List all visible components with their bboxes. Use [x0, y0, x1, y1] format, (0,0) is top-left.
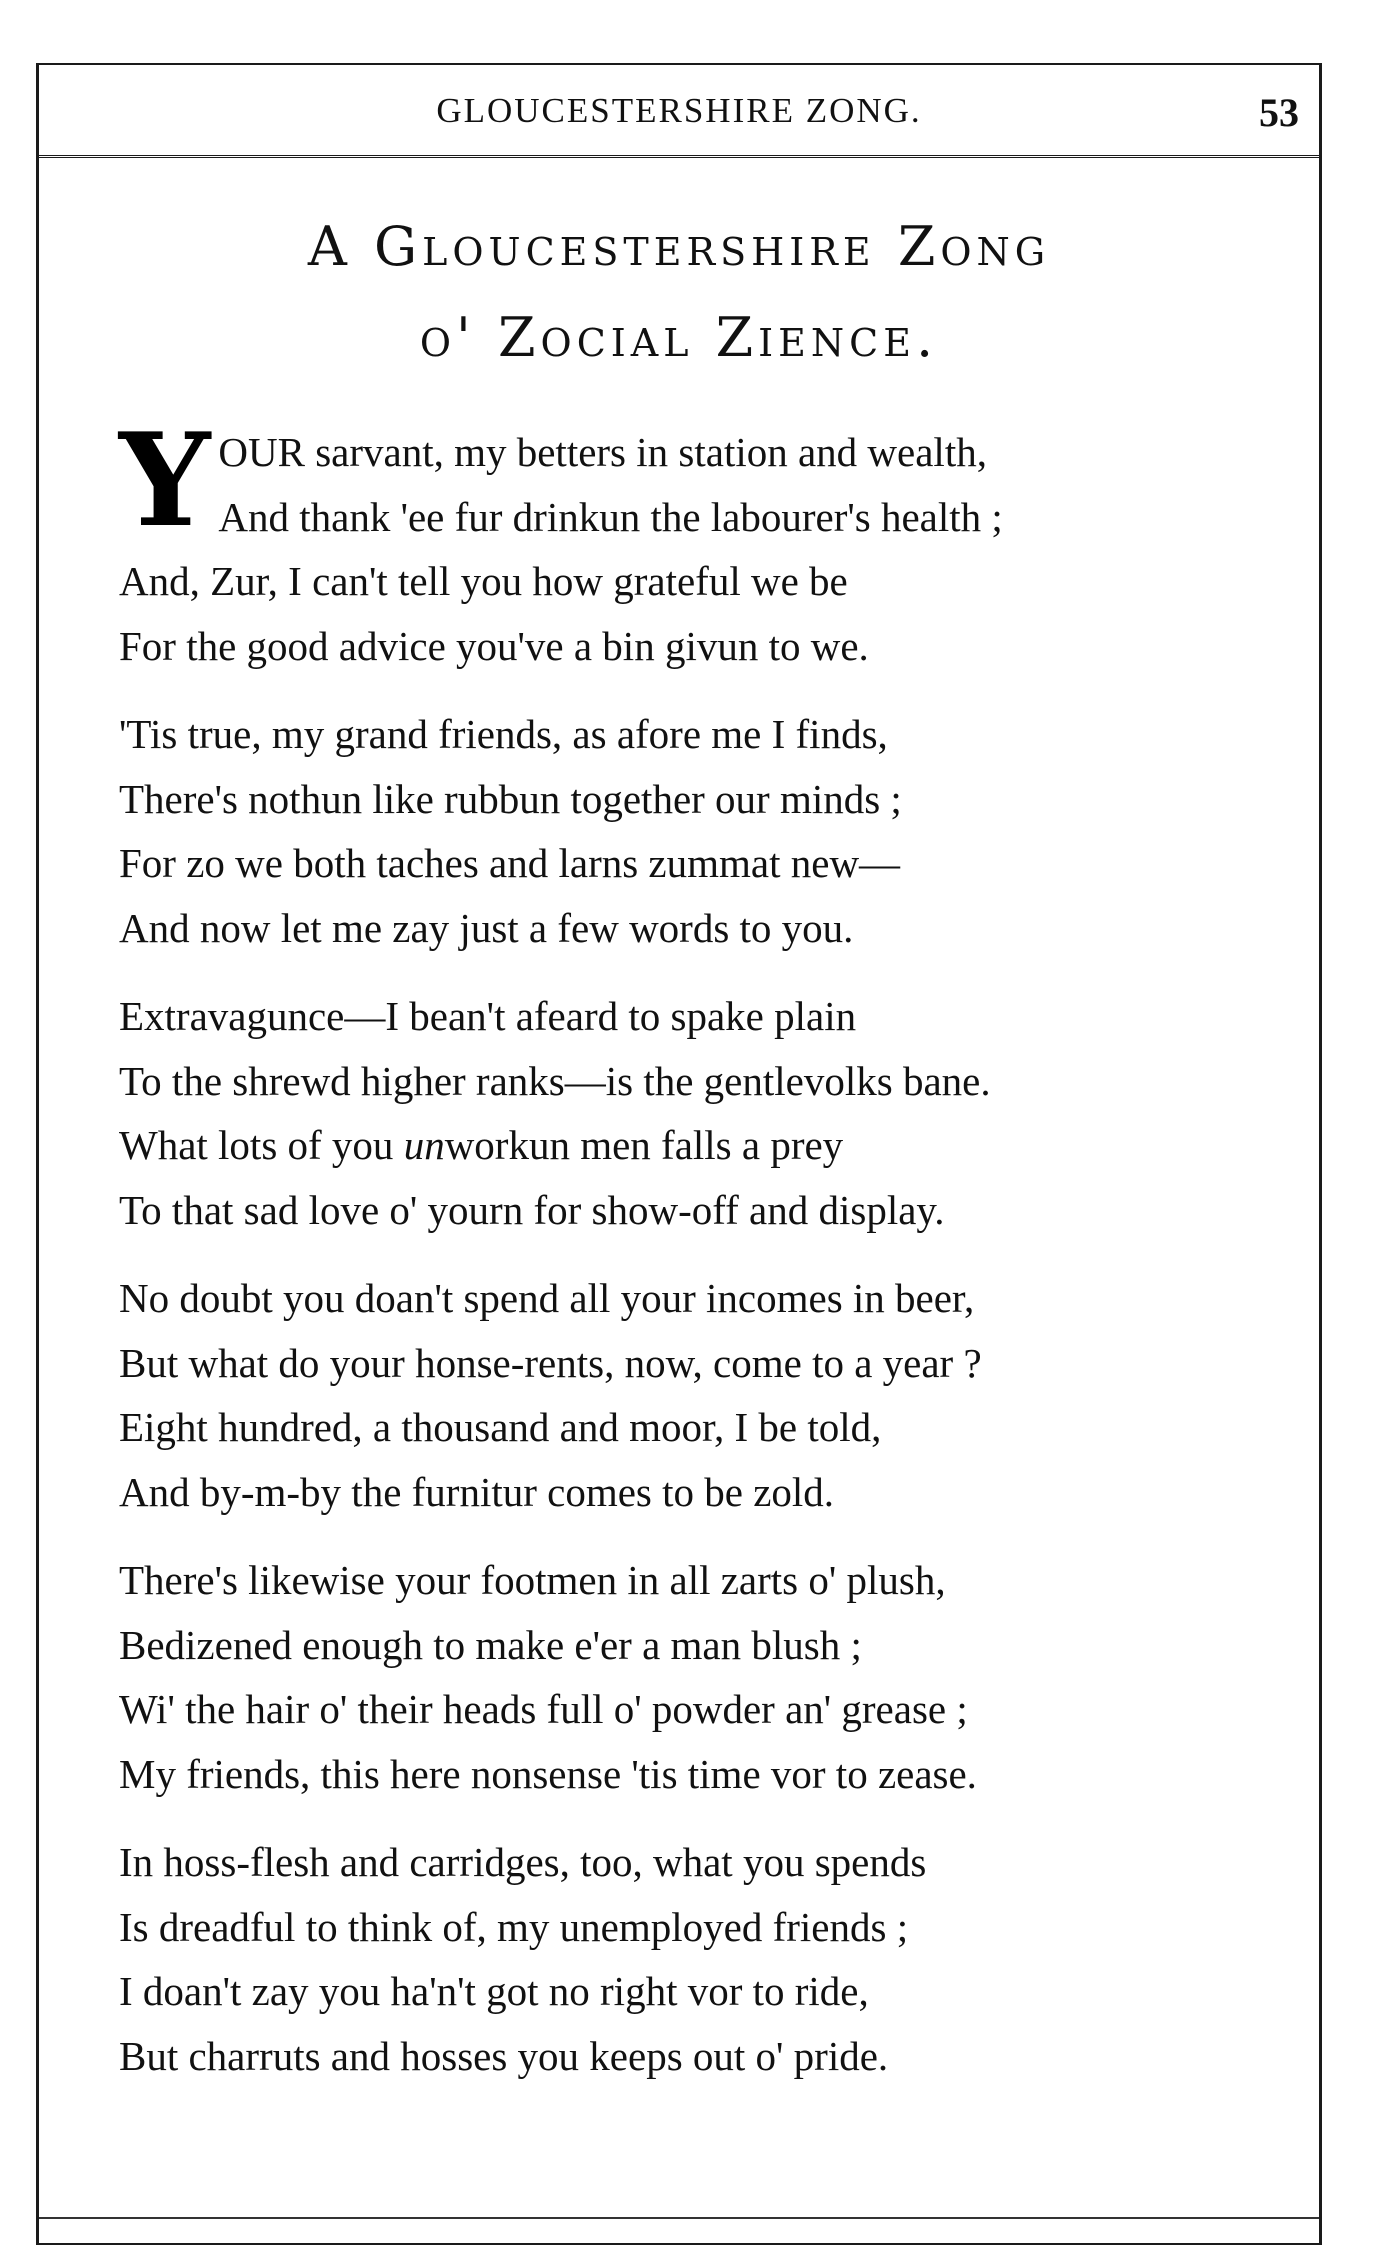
poem-line: And by-m-by the furnitur comes to be zold.	[119, 1468, 835, 1515]
poem-line: There's nothun like rubbun together our minds ;	[119, 775, 902, 822]
stanza-6	[119, 1830, 1289, 2088]
poem-line	[119, 1113, 1289, 1178]
poem-line: In hoss-flesh and carridges, too, what you spends	[119, 1839, 927, 1885]
poem-line-part: What lots of you	[119, 1122, 404, 1168]
poem-title-line-1: A Gloucestershire Zong	[307, 215, 1051, 278]
page-number: 53	[1259, 90, 1299, 135]
poem-line: I doan't zay you ha'n't got no right vor to ride,	[119, 1968, 869, 2014]
stanza-2	[119, 702, 1289, 960]
poem-line: There's likewise your footmen in all zarts o' plush,	[119, 1557, 946, 1603]
poem-title	[39, 215, 1319, 369]
poem-line: And now let me zay just a few words to you.	[119, 904, 854, 951]
italic-emphasis: un	[403, 1122, 445, 1168]
poem-line: Extravagunce—I bean't afeard to spake plain	[119, 993, 857, 1039]
running-header	[39, 65, 1319, 158]
poem-line: But what do your honse-rents, now, come to a year ?	[119, 1339, 982, 1386]
poem-line: My friends, this here nonsense 'tis time vor to zease.	[119, 1750, 977, 1797]
poem-line: No doubt you doan't spend all your incomes in beer,	[119, 1275, 975, 1321]
stanza-4	[119, 1266, 1289, 1524]
poem-line: Wi' the hair o' their heads full o' powder an' grease ;	[119, 1686, 968, 1732]
poem-line: And thank 'ee fur drinkun the labourer's health ;	[218, 493, 1003, 540]
stanza-5	[119, 1548, 1289, 1806]
poem-title-line-2: o' Zocial Zience.	[419, 306, 939, 369]
page-frame	[36, 63, 1322, 2245]
poem-line: And, Zur, I can't tell you how grateful we be	[119, 558, 848, 604]
poem-line: OUR sarvant, my betters in station and wealth,	[218, 429, 987, 475]
poem-body	[119, 406, 1289, 2112]
poem-line-part: workun men falls a prey	[444, 1122, 844, 1168]
header-title: GLOUCESTERSHIRE ZONG.	[436, 91, 922, 130]
stanza-3	[119, 984, 1289, 1242]
stanza-1	[119, 406, 1289, 678]
poem-line: 'Tis true, my grand friends, as afore me I finds,	[119, 711, 888, 757]
drop-cap: Y	[119, 406, 211, 556]
bottom-rule	[39, 2217, 1319, 2219]
poem-line: To the shrewd higher ranks—is the gentlevolks bane.	[119, 1057, 991, 1104]
poem-line: Bedizened enough to make e'er a man blush ;	[119, 1621, 862, 1668]
poem-line: For the good advice you've a bin givun to we.	[119, 622, 869, 669]
poem-line: For zo we both taches and larns zummat new—	[119, 840, 901, 886]
poem-line: But charruts and hosses you keeps out o' pride.	[119, 2032, 889, 2079]
poem-line: Eight hundred, a thousand and moor, I be told,	[119, 1404, 882, 1450]
poem-line: Is dreadful to think of, my unemployed friends ;	[119, 1903, 909, 1950]
poem-line: To that sad love o' yourn for show-off and display.	[119, 1186, 945, 1233]
